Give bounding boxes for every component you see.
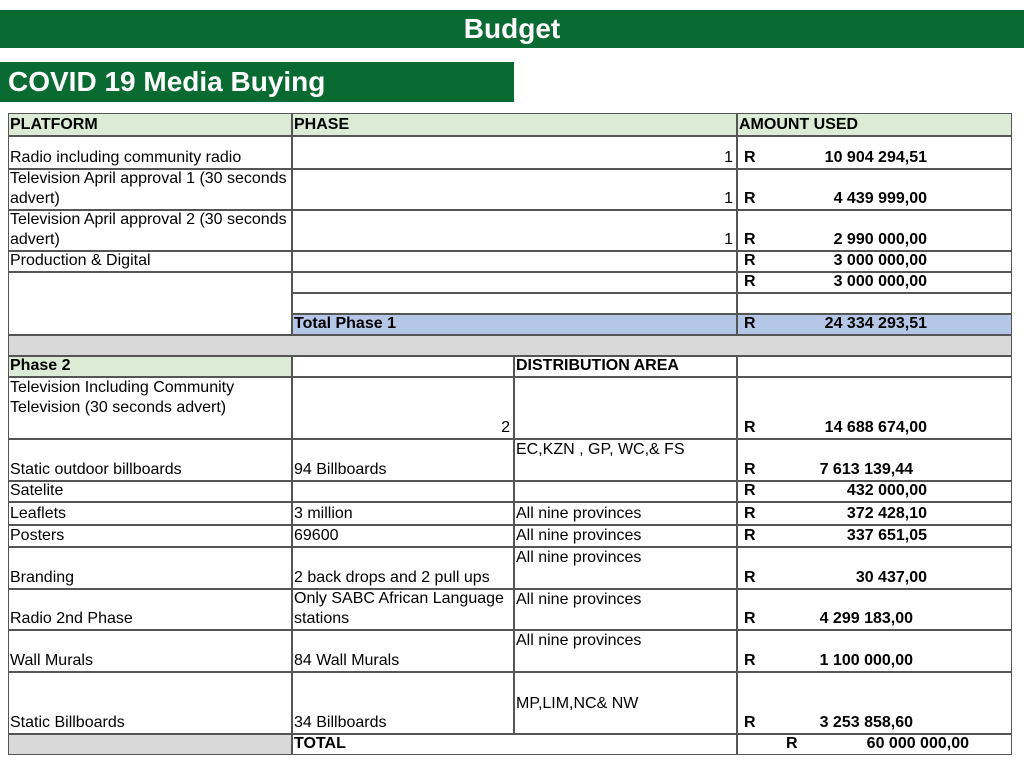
- platform-cell: Static Billboards: [8, 672, 292, 734]
- currency-label: R: [744, 315, 756, 332]
- page-title: Budget: [0, 10, 1024, 48]
- platform-cell: Radio including community radio: [8, 136, 292, 169]
- platform-cell: Television April approval 1 (30 seconds advert): [8, 169, 292, 210]
- platform-cell: Radio 2nd Phase: [8, 589, 292, 630]
- amount-value: 337 651,05: [846, 527, 927, 544]
- amount-cell: [737, 481, 1012, 502]
- phase-cell: [292, 272, 737, 293]
- platform-cell: [8, 272, 292, 335]
- grand-total-amount: [737, 734, 1012, 755]
- total-phase1-amount: [737, 314, 1012, 335]
- amount-cell: [737, 589, 1012, 630]
- amount-value: 30 437,00: [855, 569, 927, 586]
- amount-value: 432 000,00: [846, 482, 927, 499]
- amount-value: 2 990 000,00: [833, 231, 927, 248]
- area-cell: EC,KZN , GP, WC,& FS: [514, 439, 737, 481]
- amount-value: 4 439 999,00: [833, 190, 927, 207]
- area-cell: All nine provinces: [514, 547, 737, 589]
- area-cell: All nine provinces: [514, 630, 737, 672]
- platform-cell: Static outdoor billboards: [8, 439, 292, 481]
- currency-label: R: [744, 190, 756, 207]
- platform-cell: Production & Digital: [8, 251, 292, 272]
- phase-cell: [292, 251, 737, 272]
- amount-value: 14 688 674,00: [824, 419, 927, 436]
- platform-cell: Satelite: [8, 481, 292, 502]
- phase-cell: Only SABC African Language stations: [292, 589, 514, 630]
- currency-label: R: [744, 273, 756, 290]
- currency-label: R: [744, 231, 756, 248]
- currency-label: R: [744, 714, 756, 731]
- amount-cell: [737, 136, 1012, 169]
- header-distribution: DISTRIBUTION AREA: [514, 356, 737, 377]
- phase-cell: 1: [292, 210, 737, 251]
- header-phase2: Phase 2: [8, 356, 292, 377]
- spacer-cell: [737, 293, 1012, 314]
- budget-table: [8, 113, 1012, 755]
- phase-cell: [292, 481, 514, 502]
- amount-cell: [737, 210, 1012, 251]
- currency-label: R: [744, 527, 756, 544]
- amount-cell: [737, 169, 1012, 210]
- platform-cell: Branding: [8, 547, 292, 589]
- amount-cell: [737, 547, 1012, 589]
- amount-cell: [737, 377, 1012, 439]
- amount-cell: [737, 630, 1012, 672]
- phase-cell: 2 back drops and 2 pull ups: [292, 547, 514, 589]
- amount-value: 4 299 183,00: [819, 610, 913, 627]
- separator-row: [8, 335, 1012, 356]
- amount-value: 3 000 000,00: [833, 273, 927, 290]
- currency-label: R: [744, 482, 756, 499]
- currency-label: R: [744, 419, 756, 436]
- phase-cell: 3 million: [292, 502, 514, 525]
- phase-cell: 2: [292, 377, 514, 439]
- amount-cell: [737, 672, 1012, 734]
- area-cell: [514, 481, 737, 502]
- amount-value: 372 428,10: [846, 505, 927, 522]
- amount-value: 10 904 294,51: [824, 149, 927, 166]
- phase-cell: 34 Billboards: [292, 672, 514, 734]
- header-blank: [292, 356, 514, 377]
- currency-label: R: [744, 652, 756, 669]
- header-amount: AMOUNT USED: [737, 113, 1012, 136]
- amount-value: 24 334 293,51: [824, 315, 927, 332]
- platform-cell: Wall Murals: [8, 630, 292, 672]
- amount-cell: [737, 272, 1012, 293]
- amount-value: 3 000 000,00: [833, 252, 927, 269]
- amount-cell: [737, 502, 1012, 525]
- phase-cell: 69600: [292, 525, 514, 547]
- area-cell: All nine provinces: [514, 502, 737, 525]
- header-phase: PHASE: [292, 113, 737, 136]
- area-cell: MP,LIM,NC& NW: [514, 672, 737, 734]
- area-cell: All nine provinces: [514, 589, 737, 630]
- area-cell: All nine provinces: [514, 525, 737, 547]
- section-title: COVID 19 Media Buying: [0, 62, 514, 102]
- amount-cell: [737, 439, 1012, 481]
- phase-cell: 94 Billboards: [292, 439, 514, 481]
- spacer-cell: [292, 293, 737, 314]
- amount-cell: [737, 525, 1012, 547]
- amount-value: 1 100 000,00: [819, 652, 913, 669]
- amount-value: 7 613 139,44: [819, 461, 913, 478]
- platform-cell: Television Including Community Television (30 seconds advert): [8, 377, 292, 439]
- grand-total-label: TOTAL: [292, 734, 737, 755]
- area-cell: [514, 377, 737, 439]
- platform-cell: Leaflets: [8, 502, 292, 525]
- currency-label: R: [744, 569, 756, 586]
- amount-cell: [737, 251, 1012, 272]
- currency-label: R: [744, 610, 756, 627]
- amount-value: 3 253 858,60: [819, 714, 913, 731]
- currency-label: R: [744, 505, 756, 522]
- total-phase1-label: Total Phase 1: [292, 314, 737, 335]
- total-blank: [8, 734, 292, 755]
- header-platform: PLATFORM: [8, 113, 292, 136]
- amount-value: 60 000 000,00: [866, 735, 969, 752]
- platform-cell: Posters: [8, 525, 292, 547]
- currency-label: R: [744, 149, 756, 166]
- platform-cell: Television April approval 2 (30 seconds advert): [8, 210, 292, 251]
- currency-label: R: [744, 252, 756, 269]
- currency-label: R: [786, 735, 798, 752]
- phase-cell: 1: [292, 169, 737, 210]
- header-blank: [737, 356, 1012, 377]
- phase-cell: 84 Wall Murals: [292, 630, 514, 672]
- currency-label: R: [744, 461, 756, 478]
- phase-cell: 1: [292, 136, 737, 169]
